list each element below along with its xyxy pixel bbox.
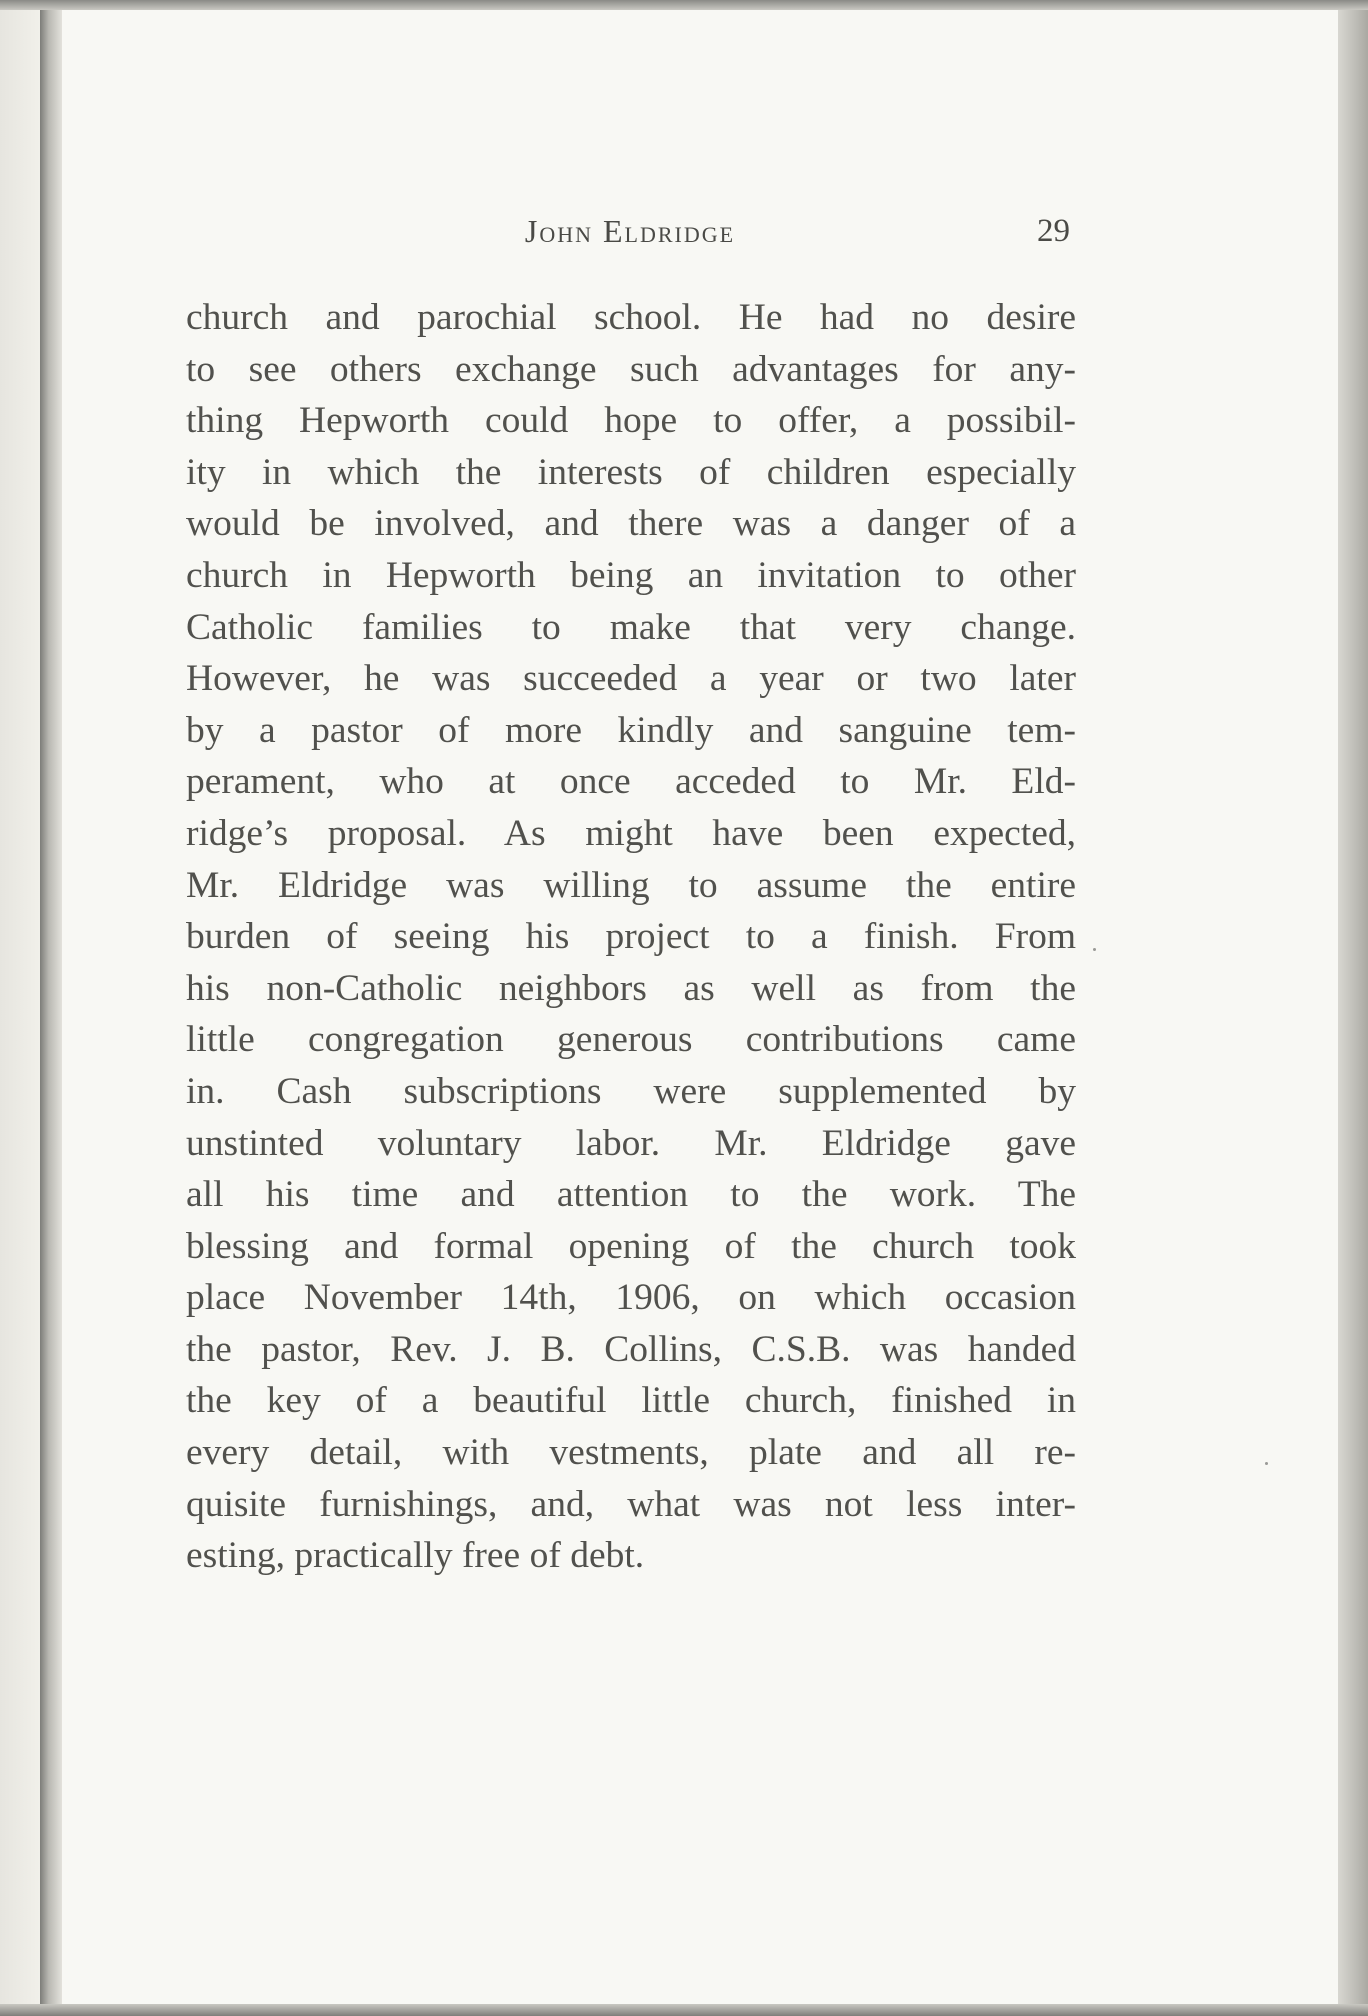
text-line: blessing and formal opening of the church took bbox=[186, 1225, 1076, 1267]
scan-speck bbox=[1093, 948, 1096, 951]
text-line: thing Hepworth could hope to offer, a possibil- bbox=[186, 400, 1076, 442]
text-line: all his time and attention to the work. The bbox=[186, 1174, 1076, 1216]
binding-shadow bbox=[40, 10, 62, 2004]
text-line: his non-Catholic neighbors as well as from the bbox=[186, 967, 1076, 1009]
text-line: by a pastor of more kindly and sanguine tem- bbox=[186, 709, 1076, 751]
text-line: Catholic families to make that very change. bbox=[186, 606, 1076, 648]
page-number: 29 bbox=[1037, 213, 1070, 249]
text-line: However, he was succeeded a year or two later bbox=[186, 658, 1076, 700]
running-title: John Eldridge bbox=[524, 213, 736, 249]
text-line: ity in which the interests of children especially bbox=[186, 451, 1076, 493]
text-line: church in Hepworth being an invitation to other bbox=[186, 554, 1076, 596]
scan-speck bbox=[1265, 1462, 1268, 1465]
text-line: perament, who at once acceded to Mr. Eld- bbox=[186, 761, 1076, 803]
body-text bbox=[186, 292, 1076, 1582]
text-line: to see others exchange such advantages for any- bbox=[186, 348, 1076, 390]
page-right-edge bbox=[1338, 10, 1368, 2004]
text-line: church and parochial school. He had no desire bbox=[186, 297, 1076, 338]
text-line: burden of seeing his project to a finish. From bbox=[186, 916, 1076, 958]
text-line: every detail, with vestments, plate and all re- bbox=[186, 1432, 1076, 1474]
text-line: quisite furnishings, and, what was not less inter- bbox=[186, 1483, 1076, 1525]
text-line: place November 14th, 1906, on which occasion bbox=[186, 1277, 1076, 1319]
text-line: in. Cash subscriptions were supplemented by bbox=[186, 1070, 1076, 1112]
text-line: Mr. Eldridge was willing to assume the entire bbox=[186, 864, 1076, 906]
scan-bottom-edge bbox=[0, 2004, 1368, 2016]
text-line: ridge’s proposal. As might have been expected, bbox=[186, 812, 1076, 854]
text-line: unstinted voluntary labor. Mr. Eldridge gave bbox=[186, 1122, 1076, 1164]
left-margin-strip bbox=[0, 10, 40, 2004]
text-line-last: esting, practically free of debt. bbox=[186, 1535, 645, 1577]
text-line: the pastor, Rev. J. B. Collins, C.S.B. was handed bbox=[186, 1328, 1076, 1370]
text-line: would be involved, and there was a danger of a bbox=[186, 503, 1076, 545]
scan-top-edge bbox=[0, 0, 1368, 10]
text-line: the key of a beautiful little church, finished in bbox=[186, 1380, 1076, 1422]
running-head bbox=[190, 205, 1070, 265]
text-line: little congregation generous contributions came bbox=[186, 1019, 1076, 1061]
